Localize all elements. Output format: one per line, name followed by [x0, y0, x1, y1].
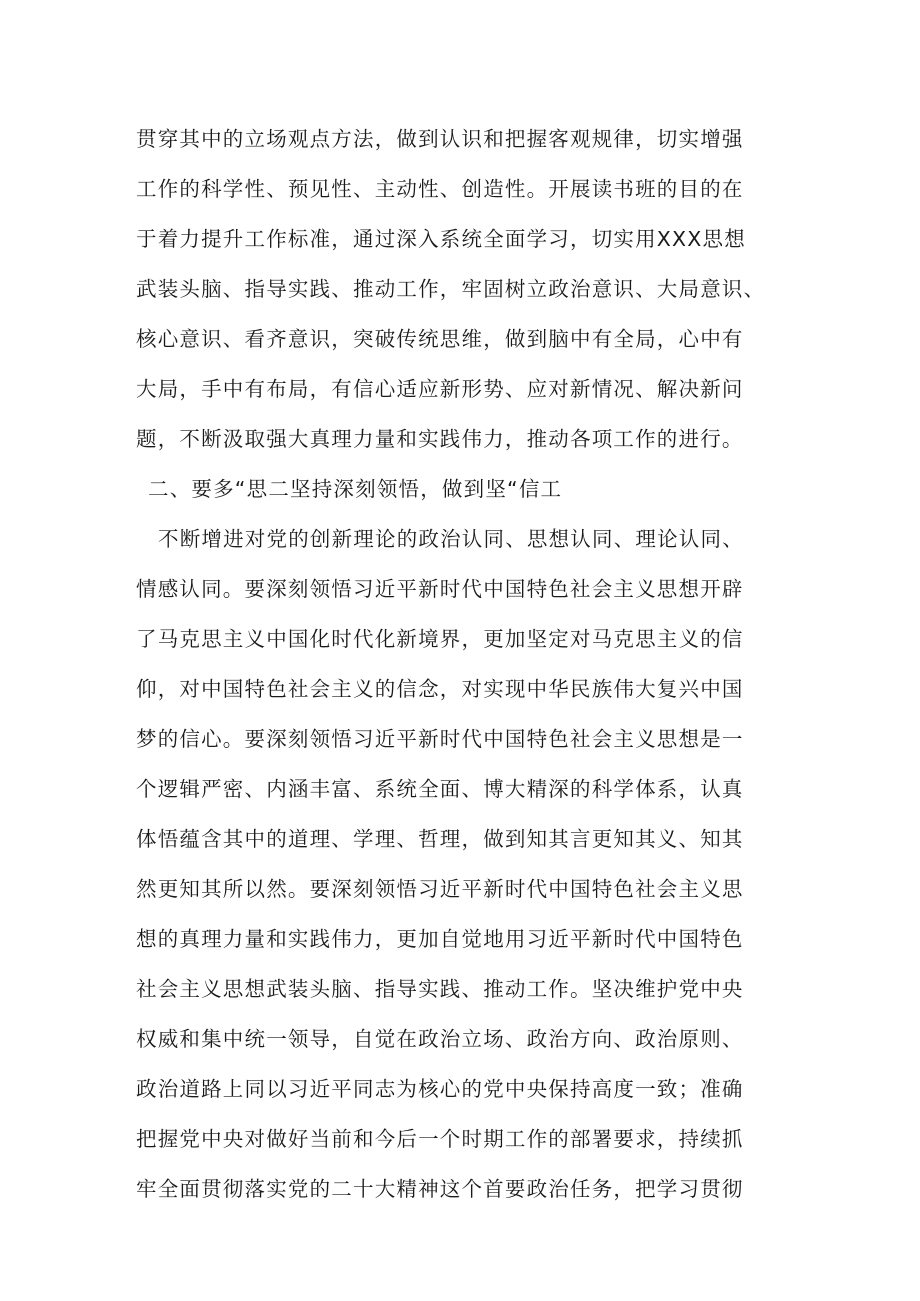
paragraph-line: 武装头脑、指导实践、推动工作，牢固树立政治意识、大局意识、 — [136, 277, 766, 301]
paragraph-line: 仰，对中国特色社会主义的信念，对实现中华民族伟大复兴中国 — [136, 677, 744, 701]
document-body — [136, 114, 796, 1214]
paragraph-line: 然更知其所以然。要深刻领悟习近平新时代中国特色社会主义思 — [136, 877, 744, 901]
paragraph-line: 体悟蕴含其中的道理、学理、哲理，做到知其言更知其义、知其 — [136, 827, 744, 851]
paragraph-line: 梦的信心。要深刻领悟习近平新时代中国特色社会主义思想是一 — [136, 727, 744, 751]
paragraph-line: 社会主义思想武装头脑、指导实践、推动工作。坚决维护党中央 — [136, 977, 744, 1001]
paragraph-line: 贯穿其中的立场观点方法，做到认识和把握客观规律，切实增强 — [136, 127, 744, 151]
paragraph-line: 情感认同。要深刻领悟习近平新时代中国特色社会主义思想开辟 — [136, 577, 744, 601]
paragraph-line: 权威和集中统一领导，自觉在政治立场、政治方向、政治原则、 — [136, 1027, 744, 1051]
paragraph-line: 核心意识、看齐意识，突破传统思维，做到脑中有全局，心中有 — [136, 327, 744, 351]
paragraph-line: 政治道路上同以习近平同志为核心的党中央保持高度一致；准确 — [136, 1077, 744, 1101]
paragraph-line: 想的真理力量和实践伟力，更加自觉地用习近平新时代中国特色 — [136, 927, 744, 951]
paragraph-line: 不断增进对党的创新理论的政治认同、思想认同、理论认同、 — [158, 527, 744, 551]
paragraph-line: 牢全面贯彻落实党的二十大精神这个首要政治任务，把学习贯彻 — [136, 1177, 744, 1201]
paragraph-line: 大局，手中有布局，有信心适应新形势、应对新情况、解决新问 — [136, 377, 744, 401]
paragraph-line: 个逻辑严密、内涵丰富、系统全面、博大精深的科学体系，认真 — [136, 777, 744, 801]
paragraph-line: 题，不断汲取强大真理力量和实践伟力，推动各项工作的进行。 — [136, 427, 744, 451]
paragraph-line: 把握党中央对做好当前和今后一个时期工作的部署要求，持续抓 — [136, 1127, 744, 1151]
paragraph-line: 工作的科学性、预见性、主动性、创造性。开展读书班的目的在 — [136, 177, 744, 201]
paragraph-line: 了马克思主义中国化时代化新境界，更加坚定对马克思主义的信 — [136, 627, 744, 651]
section-heading: 二、要多“思二坚持深刻领悟，做到坚“信工 — [148, 477, 563, 501]
paragraph-line: 于着力提升工作标准，通过深入系统全面学习，切实用XXX思想 — [136, 227, 746, 251]
